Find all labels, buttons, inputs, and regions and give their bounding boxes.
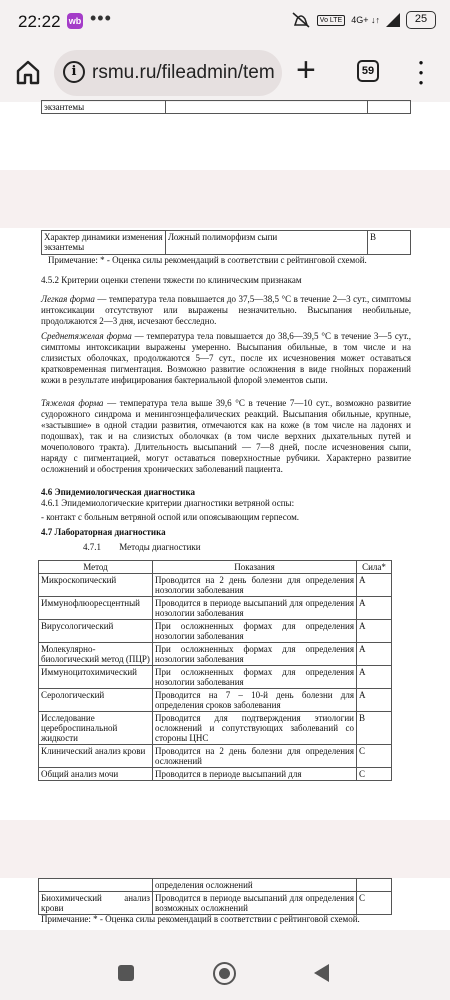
paragraph-text: — температура тела повышается до 37,5—38,5 °С в течение 2—3 сут., симптомы интоксикации отсутствуют или выражены незначительно. Высыпания необильные, продолжаются 2—3 дня, исчезают бесследно. — [41, 294, 411, 326]
term-label: Среднетяжелая форма — [41, 331, 132, 341]
table-note: Примечание: * - Оценка силы рекомендаций в соответствии с рейтинговой схемой. — [41, 914, 360, 924]
indication-cell: При осложненных формах для определения нозологии заболевания — [153, 666, 357, 689]
recents-button[interactable] — [118, 965, 134, 981]
back-button[interactable] — [314, 964, 329, 982]
table-row — [39, 643, 392, 666]
strength-cell: А — [357, 597, 392, 620]
method-cell: Вирусологический — [39, 620, 153, 643]
term-label: Легкая форма — [41, 294, 95, 304]
overflow-menu-icon[interactable]: ● ● ● — [418, 58, 424, 87]
paragraph-mild — [41, 294, 411, 327]
indication-cell: Проводится на 2 день болезни для определения нозологии заболевания — [153, 574, 357, 597]
tab-switcher-button[interactable]: 59 — [357, 60, 379, 82]
table-row — [39, 666, 392, 689]
strength-cell: С — [357, 745, 392, 768]
indication-cell: Проводится на 7 – 10-й день болезни для определения сроков заболевания — [153, 689, 357, 712]
page-gap — [0, 820, 450, 878]
indication-cell: При осложненных формах для определения нозологии заболевания — [153, 643, 357, 666]
column-header: Показания — [153, 561, 357, 574]
table-row — [39, 689, 392, 712]
table-row — [39, 892, 392, 915]
pdf-page-1 — [0, 102, 450, 170]
strength-cell: А — [357, 689, 392, 712]
method-cell: Биохимический анализ крови — [39, 892, 153, 915]
battery-icon: 25 — [406, 11, 436, 29]
method-cell: Исследование цереброспинальной жидкости — [39, 712, 153, 745]
table-row — [39, 620, 392, 643]
strength-cell: А — [357, 574, 392, 597]
indication-cell: Проводится на 2 день болезни для определения осложнений — [153, 745, 357, 768]
wildberries-app-icon: wb — [67, 13, 83, 29]
indication-cell: Проводится для подтверждения этиологии осложнений и сопутствующих заболеваний со стороны ЦНС — [153, 712, 357, 745]
home-button[interactable] — [213, 962, 236, 985]
table-row — [39, 768, 392, 781]
browser-toolbar — [0, 44, 450, 102]
method-cell: Микроскопический — [39, 574, 153, 597]
volte-icon: Vo LTE — [317, 15, 345, 26]
method-cell: Иммунофлюоресцентный — [39, 597, 153, 620]
criteria-table-tail — [41, 100, 411, 114]
table-row — [39, 597, 392, 620]
page-gap — [0, 170, 450, 228]
term-label: Тяжелая форма — [41, 398, 104, 408]
heading-number: 4.7.1 — [83, 542, 101, 552]
site-info-icon[interactable]: i — [63, 61, 85, 83]
paragraph-moderate — [41, 331, 411, 386]
new-tab-icon[interactable]: + — [296, 51, 316, 89]
indication-cell: Проводится в периоде высыпаний для — [153, 768, 357, 781]
section-heading: 4.6 Эпидемиологическая диагностика — [41, 487, 196, 497]
indication-cell: определения осложнений — [153, 879, 357, 892]
table-cell — [166, 101, 368, 114]
column-header: Сила* — [357, 561, 392, 574]
table-row — [39, 745, 392, 768]
section-heading: 4.7 Лабораторная диагностика — [41, 527, 166, 537]
table-row — [39, 879, 392, 892]
url-text[interactable]: rsmu.ru/fileadmin/tem — [92, 62, 275, 83]
method-cell: Серологический — [39, 689, 153, 712]
method-cell: Молекулярно-биологический метод (ПЦР) — [39, 643, 153, 666]
strength-cell — [357, 879, 392, 892]
table-cell: Характер динамики изменения экзантемы — [42, 231, 166, 255]
method-cell: Иммуноцитохимический — [39, 666, 153, 689]
signal-4g-icon: 4G+ ↓↑ — [351, 14, 380, 25]
pdf-page-2 — [0, 228, 450, 820]
method-cell: Общий анализ мочи — [39, 768, 153, 781]
method-cell: Клинический анализ крови — [39, 745, 153, 768]
strength-cell: С — [357, 892, 392, 915]
home-icon[interactable] — [14, 58, 42, 86]
strength-cell: С — [357, 768, 392, 781]
mute-icon — [291, 11, 311, 29]
indication-cell: Проводится в периоде высыпаний для определения возможных осложнений — [153, 892, 357, 915]
indication-cell: Проводится в периоде высыпаний для определения нозологии заболевания — [153, 597, 357, 620]
section-heading: 4.5.2 Критерии оценки степени тяжести по клиническим признакам — [41, 275, 302, 285]
status-bar — [0, 0, 450, 44]
table-row — [39, 574, 392, 597]
indication-cell: При осложненных формах для определения нозологии заболевания — [153, 620, 357, 643]
paragraph-text: — температура тела выше 39,6 °С в течение 7—10 сут., возможно развитие судорожного синдрома и менингоэнцефалических реакций. Высыпания обильные, крупные, «застывшие» в одной стадии развития, отмечаются как на коже (в том числе на ладонях и подошвах), так и на слизистых оболочках (в том числе верхних дыхательных путей и мочеполового тракта). Длительность высыпаний — 7—8 дней, после исчезновения сыпи, наряду с пигментацией, могут оставаться поверхностные рубчики. Характерно развитие осложнений и обострения хронических заболеваний пациента. — [41, 398, 411, 474]
table-cell: В — [368, 231, 411, 255]
paragraph-text: - контакт с больным ветряной оспой или опоясывающим герпесом. — [41, 512, 300, 522]
signal-bars-icon — [386, 13, 400, 27]
pdf-page-3 — [0, 878, 450, 930]
table-note: Примечание: * - Оценка силы рекомендаций в соответствии с рейтинговой схемой. — [48, 255, 367, 265]
more-notifications-icon: ••• — [90, 8, 112, 28]
criteria-table — [41, 230, 411, 255]
heading-text: Методы диагностики — [119, 542, 201, 552]
table-cell: экзантемы — [42, 101, 166, 114]
methods-table-continued — [38, 878, 392, 915]
subsection-heading — [83, 542, 450, 553]
table-cell — [368, 101, 411, 114]
column-header: Метод — [39, 561, 153, 574]
subsection-heading: 4.6.1 Эпидемиологические критерии диагностики ветряной оспы: — [41, 498, 295, 508]
table-cell: Ложный полиморфизм сыпи — [166, 231, 368, 255]
clock: 22:22 — [18, 12, 61, 31]
strength-cell: В — [357, 712, 392, 745]
methods-table — [38, 560, 392, 781]
method-cell — [39, 879, 153, 892]
paragraph-text: — температура тела повышается до 38,6—39,5 °С в течение 3—5 сут., симптомы интоксикации выражены умеренно. Высыпания обильные, в том числе и на слизистых оболочках, продолжаются 5—7 сут., после их исчезновения может оставаться кратковременная пигментация. Возможно развитие осложнения в виде гнойных поражений кожи в результате инфицирования бактериальной флорой элементов сыпи. — [41, 331, 411, 385]
system-nav-bar — [0, 955, 450, 1000]
strength-cell: А — [357, 620, 392, 643]
strength-cell: А — [357, 643, 392, 666]
strength-cell: А — [357, 666, 392, 689]
paragraph-severe — [41, 398, 411, 475]
address-bar[interactable] — [54, 50, 282, 96]
table-row — [39, 712, 392, 745]
